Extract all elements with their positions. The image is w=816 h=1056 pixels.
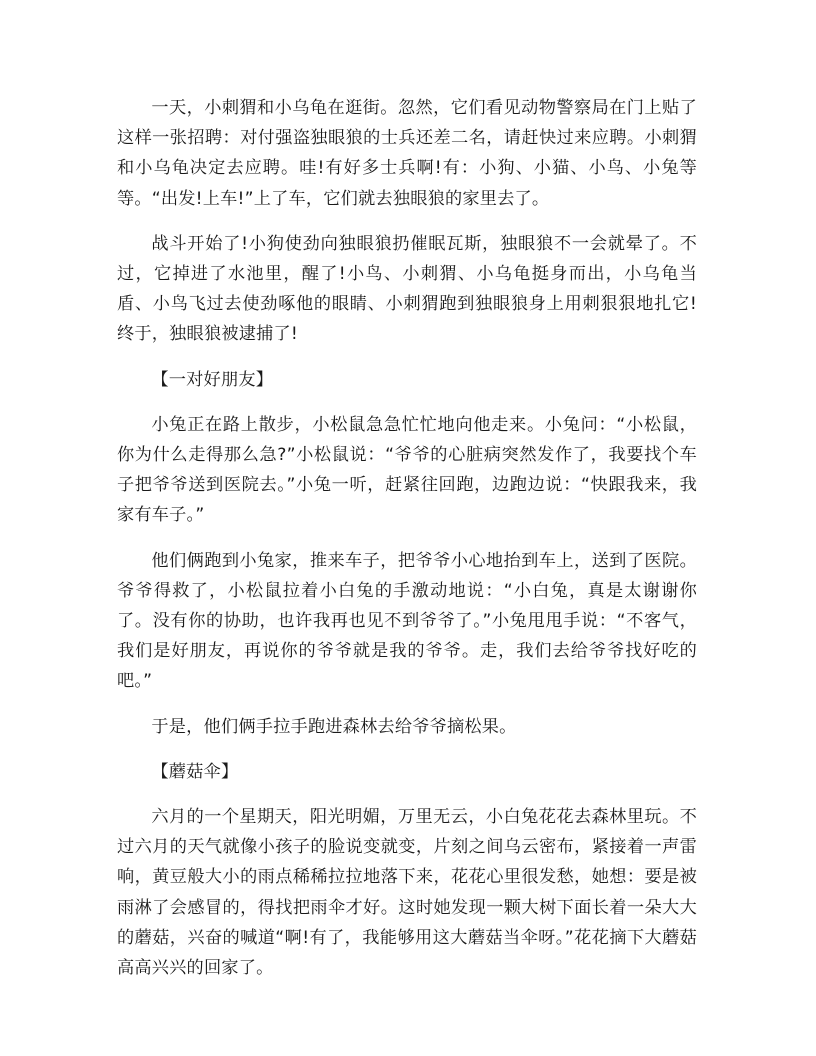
paragraph: 战斗开始了!小狗使劲向独眼狼扔催眠瓦斯，独眼狼不一会就晕了。不过，它掉进了水池里，醒了!小鸟、小刺猬、小乌龟挺身而出，小乌龟当盾、小鸟飞过去使劲啄他的眼睛、小刺猬跑到独眼狼身上用刺狠狠地扎它!终于，独眼狼被逮捕了! bbox=[117, 233, 697, 345]
paragraph: 他们俩跑到小兔家，推来车子，把爷爷小心地抬到车上，送到了医院。爷爷得救了，小松鼠拉着小白兔的手激动地说：“小白兔，真是太谢谢你了。没有你的协助，也许我再也见不到爷爷了。”小兔甩甩手说：“不客气，我们是好朋友，再说你的爷爷就是我的爷爷。走，我们去给爷爷找好吃的吧。” bbox=[117, 550, 697, 692]
paragraph: 一天，小刺猬和小乌龟在逛街。忽然，它们看见动物警察局在门上贴了这样一张招聘：对付强盗独眼狼的士兵还差二名，请赶快过来应聘。小刺猬和小乌龟决定去应聘。哇!有好多士兵啊!有：小狗、小猫、小鸟、小兔等等。“出发!上车!”上了车，它们就去独眼狼的家里去了。 bbox=[117, 98, 697, 209]
section-heading: 【蘑菇伞】 bbox=[151, 761, 239, 782]
paragraph: 小兔正在路上散步，小松鼠急急忙忙地向他走来。小兔问：“小松鼠，你为什么走得那么急?”小松鼠说：“爷爷的心脏病突然发作了，我要找个车子把爷爷送到医院去。”小兔一听，赶紧往回跑，边跑边说：“快跟我来，我家有车子。” bbox=[117, 414, 697, 526]
section-heading: 【一对好朋友】 bbox=[151, 369, 274, 390]
paragraph: 六月的一个星期天，阳光明媚，万里无云，小白兔花花去森林里玩。不过六月的天气就像小孩子的脸说变就变，片刻之间乌云密布，紧接着一声雷响，黄豆般大小的雨点稀稀拉拉地落下来，花花心里很发愁，她想：要是被雨淋了会感冒的，得找把雨伞才好。这时她发现一颗大树下面长着一朵大大的蘑菇，兴奋的喊道“啊!有了，我能够用这大蘑菇当伞呀。”花花摘下大蘑菇高高兴兴的回家了。 bbox=[117, 807, 697, 979]
paragraph: 于是，他们俩手拉手跑进森林去给爷爷摘松果。 bbox=[151, 716, 517, 737]
document-body bbox=[117, 93, 697, 998]
